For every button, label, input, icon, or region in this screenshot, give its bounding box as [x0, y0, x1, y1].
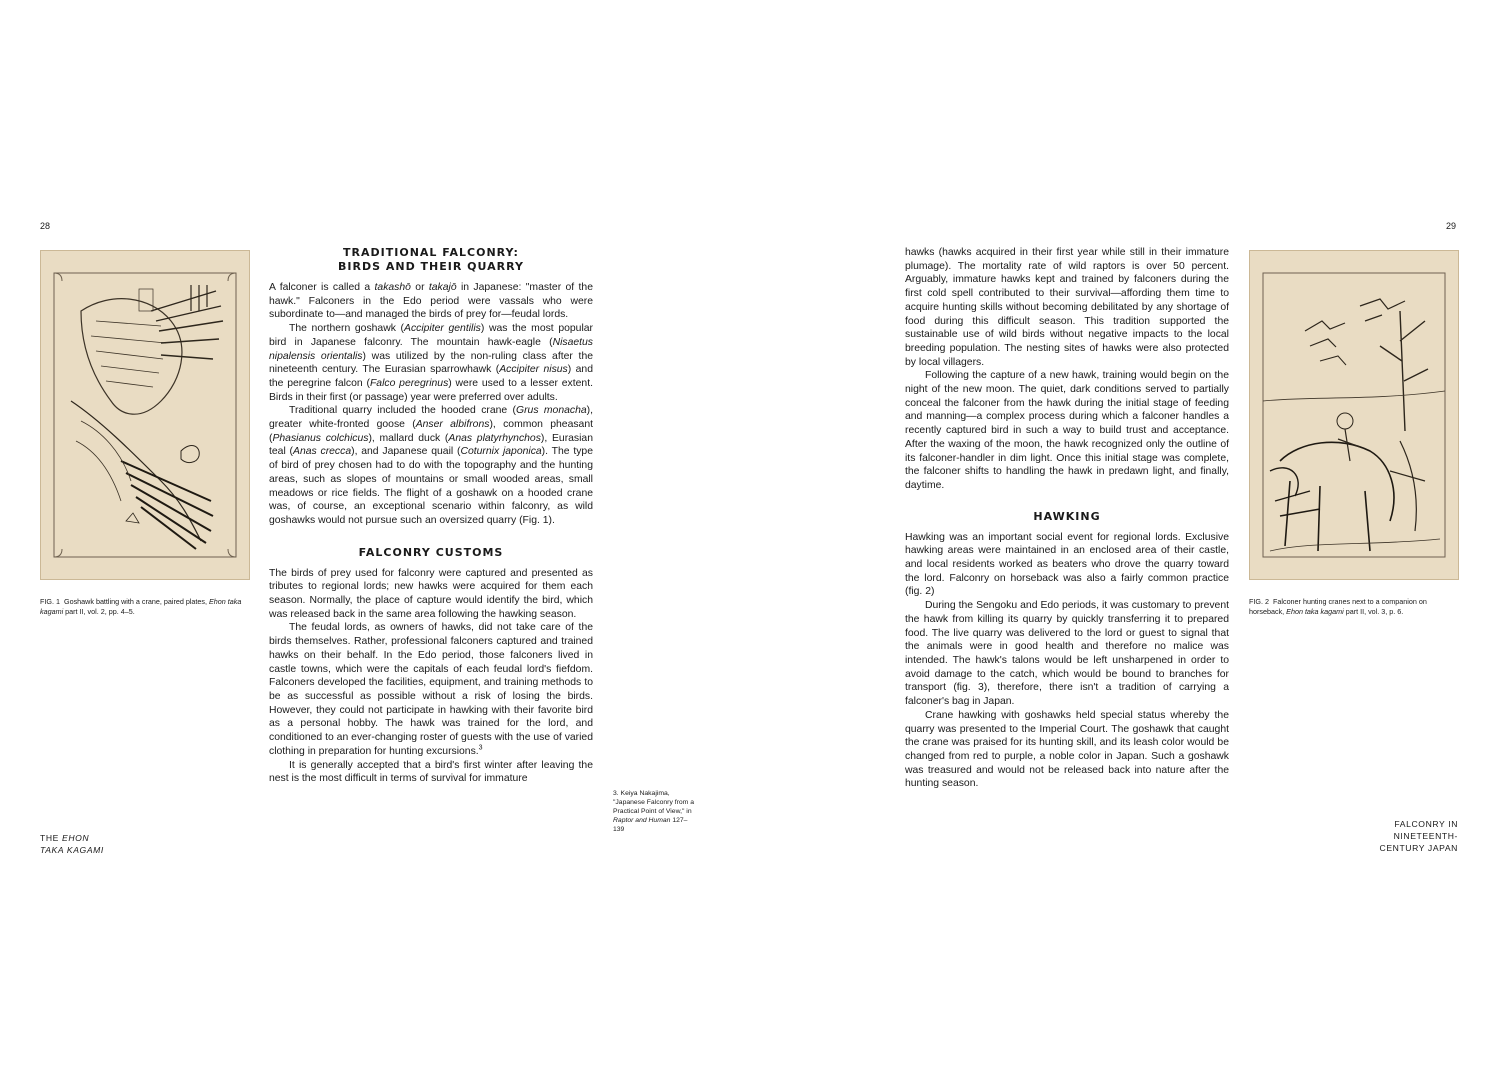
section-heading-traditional-falconry [269, 246, 593, 274]
running-head-left [40, 832, 104, 856]
paragraph: During the Sengoku and Edo periods, it was customary to prevent the hawk from killing its quarry by quickly transferring it to prepared food. The live quarry was delivered to the lord or guest to signal that the animals were in good health and therefore no malice was intended. The hawk's talons would be left unsharpened in order to avoid damage to the catch, which would be bound to branches for transport (fig. 3), therefore, there isn't a tradition of carrying a falconer's bag in Japan. [905, 600, 1229, 708]
paragraph: The northern goshawk (Accipiter gentilis) was the most popular bird in Japanese falconry. The mountain hawk-eagle (Nisaetus nipalensis orientalis) was utilized by the non-ruling class after the nineteenth century. The Eurasian sparrowhawk (Accipiter nisus) and the peregrine falcon (Falco peregrinus) were used to a lesser extent. Birds in their first (or passage) year were preferred over adults. [269, 323, 593, 403]
running-head-italic: EHON [62, 833, 90, 843]
page-number-right: 29 [1446, 221, 1457, 231]
caption-text: Goshawk battling with a crane, paired plates, [63, 597, 210, 606]
running-head-italic: TAKA KAGAMI [40, 845, 104, 855]
paragraph: A falconer is called a takashō or takajō in Japanese: "master of the hawk." Falconers in the Edo period were vassals who were subordinate to—and managed the birds of prey for—feudal lords. [269, 282, 593, 321]
paragraph: Traditional quarry included the hooded crane (Grus monacha), greater white-fronted goose (Anser albifrons), common pheasant (Phasianus colchicus), mallard duck (Anas platyrhynchos), Eurasian teal (Anas crecca), and Japanese quail (Coturnix japonica). The type of bird of prey chosen had to do with the topography and the hunting areas, such as slopes of mountains or small wooded areas, small meadows or rice fields. The flight of a goshawk on a hooded crane was, of course, an exceptional scenario within falconry, as wild goshawks would not pursue such an oversized quarry (Fig. 1). [269, 405, 594, 526]
running-head-line: FALCONRY IN [1394, 819, 1458, 829]
figure-number: FIG. 2 [1249, 597, 1269, 606]
caption-rest: part II, vol. 3, p. 6. [1343, 606, 1404, 616]
figure-caption-2 [1249, 597, 1461, 616]
section-heading-falconry-customs: FALCONRY CUSTOMS [358, 545, 504, 559]
caption-title: Ehon taka kagami [40, 597, 242, 616]
paragraph: Crane hawking with goshawks held special status whereby the quarry was presented to the Imperial Court. The goshawk that caught the crane was praised for its hunting skill, and its leash color would be changed from red to purple, a noble color in Japan. Such a goshawk was treasured and would not be released back into nature after the hunting season. [905, 709, 1229, 790]
footnote-3 [613, 789, 695, 834]
running-head-line: THE [40, 833, 59, 843]
goshawk-crane-illustration [40, 250, 250, 580]
heading-line: BIRDS AND THEIR QUARRY [338, 260, 524, 273]
page-number-left: 28 [40, 221, 51, 231]
paragraph: Following the capture of a new hawk, training would begin on the night of the new moon. The quiet, dark conditions served to partially conceal the falconer from the hawk during the initial stage of feeding and manning—a complex process during which a falconer handles a recently captured bird in such a way to build trust and acceptance. After the waxing of the moon, the hawk recognized only the outline of its falconer-handler in dim light. Once this initial stage was complete, the falconer shifts to handling the hawk in predawn light, and finally, daytime. [905, 370, 1229, 491]
heading-line: TRADITIONAL FALCONRY: [343, 246, 519, 259]
caption-title: Ehon taka kagami [1286, 606, 1344, 616]
footnote-lead: 3. Keiya Nakajima, "Japanese Falconry from a Practical Point of View," in [613, 790, 694, 815]
caption-rest: part II, vol. 2, pp. 4–5. [63, 606, 135, 616]
running-head-line: CENTURY JAPAN [1379, 843, 1458, 853]
paragraph: It is generally accepted that a bird's first winter after leaving the nest is the most difficult in terms of survival for immature [269, 759, 593, 785]
running-head-line: NINETEENTH- [1393, 831, 1458, 841]
right-text-column [905, 246, 1229, 791]
paragraph: The birds of prey used for falconry were captured and presented as tributes to regional lords; new hawks were acquired for them each season. Normally, the place of capture would identify the bird, which was released back in the same area following the hawking season. [269, 567, 593, 620]
figure-caption-1 [40, 597, 250, 616]
section-heading-hawking: HAWKING [1033, 509, 1101, 523]
footnote-title: Raptor and Human [613, 817, 671, 824]
falconer-horseback-illustration [1249, 250, 1459, 580]
paragraph: The feudal lords, as owners of hawks, did not take care of the birds themselves. Rather, professional falconers captured and trained hawks on their behalf. In the Edo period, those falconers lived in castle towns, which were the capitals of each feudal lord's fiefdom. Falconers developed the facilities, equipment, and training methods to be as successful as possible without a risk of losing the birds. However, they could not participate in hawking with their favorite bird as a personal hobby. The hawk was trained for the lord, and conditioned to an ever-changing roster of guests with the use of varied clothing in preparation for hunting excursions.$^3$ [269, 622, 593, 757]
caption-text: Falconer hunting cranes next to a companion on horseback, [1249, 597, 1427, 616]
left-text-column [269, 246, 593, 786]
running-head-right [1380, 818, 1458, 854]
paragraph: Hawking was an important social event for regional lords. Exclusive hawking areas were maintained in an enclosed area of their castle, and local residents worked as beaters who drove the quarry toward the lord. Falconry on horseback was also a fairly common practice (fig. 2) [905, 531, 1229, 598]
figure-number: FIG. 1 [40, 597, 60, 606]
footnote-tail: 127–139 [613, 817, 688, 833]
paragraph: hawks (hawks acquired in their first year while still in their immature plumage). The mortality rate of wild raptors is over 50 percent. Arguably, immature hawks kept and trained by falconers during the first cold spell contributed to their survival—affording them time to acquire hunting skills without becoming debilitated by any shortage of food during this difficult season. This tradition supported the sustainable use of wild birds without negative impacts to the local breeding population. The nesting sites of hawks were also protected by local villagers. [905, 247, 1229, 368]
